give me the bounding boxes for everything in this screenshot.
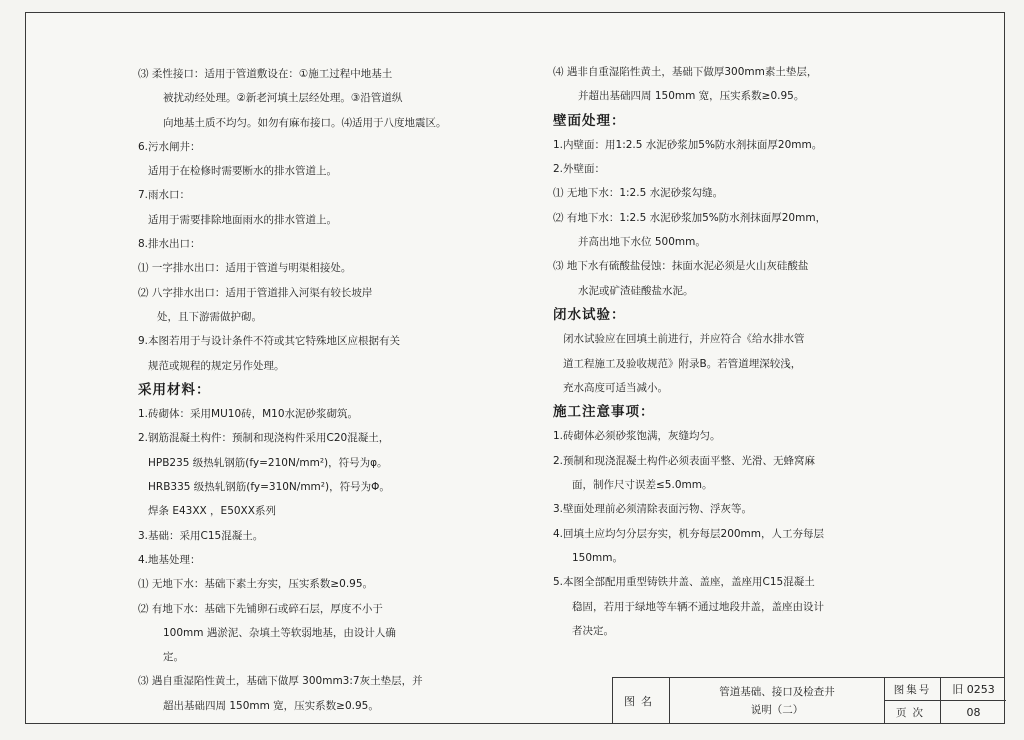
text-line: 充水高度可适当减小。 bbox=[563, 381, 668, 394]
list-item: 3.壁面处理前必须清除表面污物、浮灰等。 bbox=[553, 503, 753, 516]
text-line: 150mm。 bbox=[572, 551, 623, 564]
page-number-label: 页次 bbox=[885, 701, 941, 724]
text-line: 稳固，若用于绿地等车辆不通过地段井盖，盖座由设计 bbox=[572, 600, 824, 613]
text-line: 道工程施工及验收规范》附录B。若管道埋深较浅， bbox=[563, 357, 802, 370]
list-item: ⑵ 有地下水：基础下先铺卵石或碎石层，厚度不小于 bbox=[138, 602, 383, 615]
atlas-number-value: 旧 0253 bbox=[941, 678, 1006, 701]
text-line: 焊条 E43XX ，E50XX系列 bbox=[148, 505, 276, 518]
list-item: 7.雨水口： bbox=[138, 189, 191, 202]
text-line: 定。 bbox=[163, 651, 184, 664]
list-item: ⑷ 遇非自重湿陷性黄土，基础下做厚300mm素土垫层， bbox=[553, 66, 818, 78]
list-item: ⑵ 有地下水：1:2.5 水泥砂浆加5%防水剂抹面厚20mm， bbox=[553, 211, 827, 224]
list-item: ⑴ 一字排水出口：适用于管道与明渠相接处。 bbox=[138, 262, 352, 275]
list-item: ⑶ 遇自重湿陷性黄土，基础下做厚 300mm3:7灰土垫层，并 bbox=[138, 675, 423, 688]
text-line: 适用于在检修时需要断水的排水管道上。 bbox=[148, 165, 337, 178]
section-heading: 采用材料： bbox=[138, 381, 211, 398]
list-item: 1.砖砌体：采用MU10砖，M10水泥砂浆砌筑。 bbox=[138, 408, 359, 421]
drawing-title-line: 管道基础、接口及检查井 bbox=[719, 686, 835, 698]
list-item: ⑵ 八字排水出口：适用于管道排入河渠有较长坡岸 bbox=[138, 286, 373, 299]
list-item: 8.排水出口： bbox=[138, 238, 201, 251]
text-line: 超出基础四周 150mm 宽，压实系数≥0.95。 bbox=[163, 699, 379, 712]
text-line: HPB235 级热轧钢筋(fy=210N/mm²)，符号为φ。 bbox=[148, 456, 388, 469]
text-line: 规范或规程的规定另作处理。 bbox=[148, 359, 285, 372]
list-item: 2.外壁面： bbox=[553, 163, 606, 176]
list-item: 1.内壁面：用1:2.5 水泥砂浆加5%防水剂抹面厚20mm。 bbox=[553, 138, 823, 151]
list-item: 4.地基处理： bbox=[138, 553, 201, 566]
text-line: 并高出地下水位 500mm。 bbox=[578, 236, 706, 249]
list-item: 2.钢筋混凝土构件：预制和现浇构件采用C20混凝土， bbox=[138, 432, 390, 445]
text-line: 面，制作尺寸误差≤5.0mm。 bbox=[572, 479, 713, 492]
page-number-value: 08 bbox=[966, 706, 981, 719]
right-text-column bbox=[553, 60, 943, 643]
text-line: ⑶ 柔性接口：适用于管道敷设在：①施工过程中地基土 bbox=[138, 68, 393, 80]
list-item: 2.预制和现浇混凝土构件必须表面平整、光滑、无蜂窝麻 bbox=[553, 454, 816, 467]
atlas-number-label: 图集号 bbox=[885, 678, 941, 701]
text-line: 向地基土质不均匀。如勿有麻布接口。⑷适用于八度地震区。 bbox=[163, 116, 447, 129]
list-item: 9.本图若用于与设计条件不符或其它特殊地区应根据有关 bbox=[138, 335, 401, 348]
section-heading: 闭水试验： bbox=[553, 306, 626, 323]
text-line: HRB335 级热轧钢筋(fy=310N/mm²)，符号为Φ。 bbox=[148, 481, 390, 494]
text-line: 处，且下游需做护砌。 bbox=[157, 310, 262, 323]
list-item: 6.污水闸井： bbox=[138, 140, 201, 153]
text-line: 者决定。 bbox=[572, 624, 614, 637]
text-line: 100mm 遇淤泥、杂填土等软弱地基，由设计人确 bbox=[163, 626, 396, 639]
list-item: 4.回填土应均匀分层夯实，机夯每层200mm，人工夯每层 bbox=[553, 527, 825, 540]
text-line: 闭水试验应在回填土前进行，并应符合《给水排水管 bbox=[563, 333, 805, 346]
section-heading: 壁面处理： bbox=[553, 112, 626, 129]
drawing-name-label: 图名 bbox=[613, 678, 670, 724]
text-line: 并超出基础四周 150mm 宽，压实系数≥0.95。 bbox=[578, 90, 805, 103]
list-item: ⑴ 无地下水：基础下素土夯实，压实系数≥0.95。 bbox=[138, 578, 374, 591]
text-line: 适用于需要排除地面雨水的排水管道上。 bbox=[148, 213, 337, 226]
drawing-title bbox=[670, 678, 885, 724]
text-line: 被扰动经处理。②新老河填土层经处理。③沿管道纵 bbox=[163, 92, 403, 105]
list-item: ⑶ 地下水有硫酸盐侵蚀：抹面水泥必须是火山灰硅酸盐 bbox=[553, 260, 809, 273]
list-item: 3.基础：采用C15混凝土。 bbox=[138, 529, 264, 542]
text-line: 水泥或矿渣硅酸盐水泥。 bbox=[578, 284, 694, 297]
list-item: 1.砖砌体必须砂浆饱满，灰缝均匀。 bbox=[553, 430, 721, 443]
drawing-title-line: 说明（二） bbox=[750, 704, 804, 716]
list-item: ⑴ 无地下水：1:2.5 水泥砂浆勾缝。 bbox=[553, 187, 724, 200]
title-block bbox=[612, 677, 1005, 724]
left-text-column bbox=[138, 62, 538, 718]
section-heading: 施工注意事项： bbox=[553, 404, 655, 421]
list-item: 5.本图全部配用重型铸铁井盖、盖座，盖座用C15混凝土 bbox=[553, 576, 815, 589]
